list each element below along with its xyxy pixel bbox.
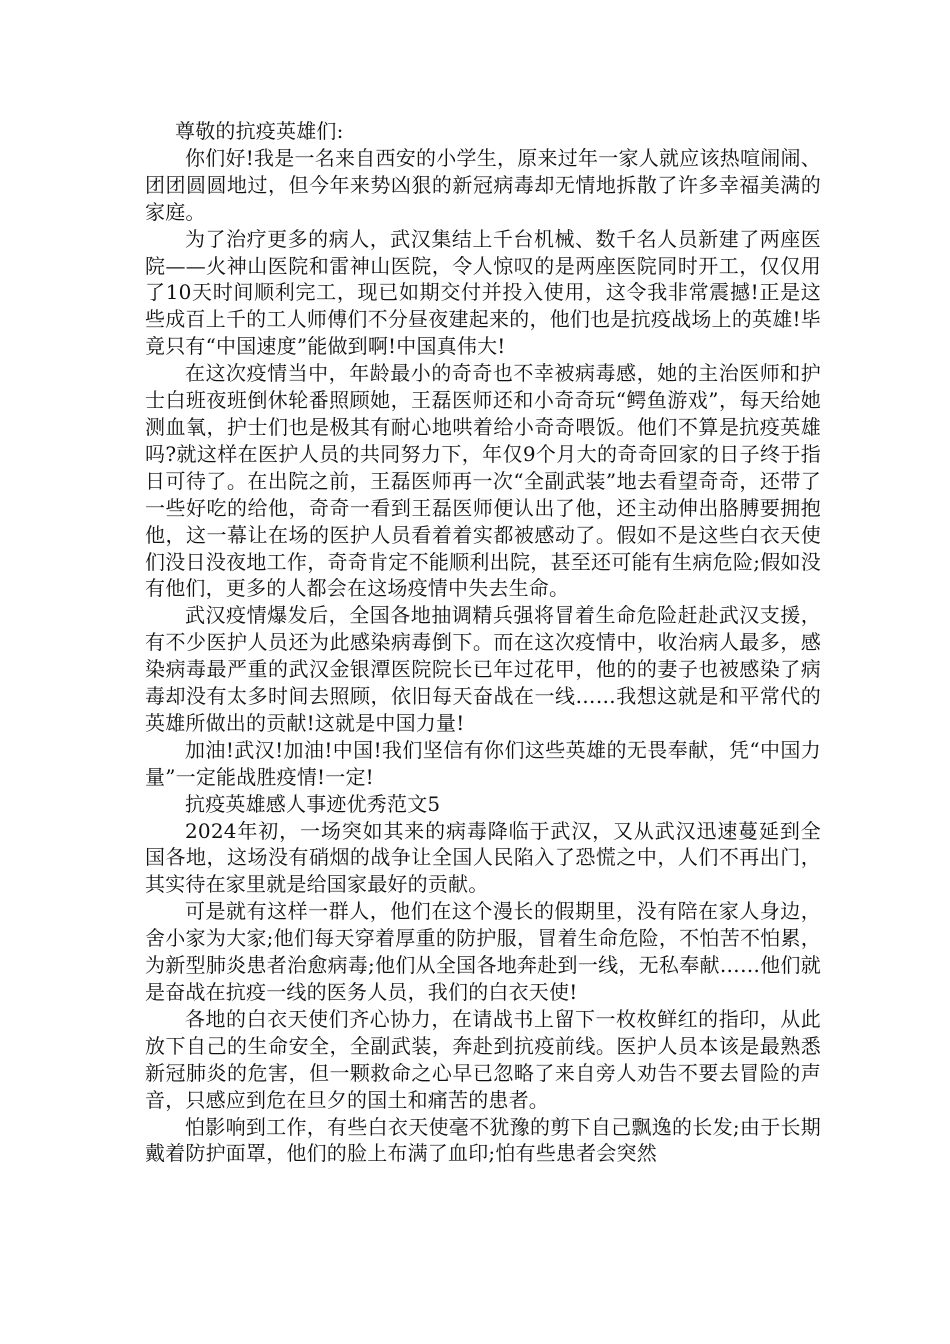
paragraph: 加油!武汉!加油!中国!我们坚信有你们这些英雄的无畏奉献，凭“中国力量”一定能战胜疫情!一定! xyxy=(145,737,821,789)
paragraph: 你们好!我是一名来自西安的小学生，原来过年一家人就应该热喧闹闹、团团圆圆地过，但今年来势凶狠的新冠病毒却无情地拆散了许多幸福美满的家庭。 xyxy=(145,145,821,224)
paragraph: 2024年初，一场突如其来的病毒降临于武汉，又从武汉迅速蔓延到全国各地，这场没有硝烟的战争让全国人民陷入了恐慌之中，人们不再出门，其实待在家里就是给国家最好的贡献。 xyxy=(145,818,821,897)
document-body xyxy=(145,118,821,1167)
section-heading: 抗疫英雄感人事迹优秀范文5 xyxy=(185,791,441,816)
salutation: 尊敬的抗疫英雄们: xyxy=(175,119,344,143)
paragraph: 各地的白衣天使们齐心协力，在请战书上留下一枚枚鲜红的指印，从此放下自己的生命安全，全副武装，奔赴到抗疫前线。医护人员本该是最熟悉新冠肺炎的危害，但一颗救命之心早已忽略了来自旁人劝告不要去冒险的声音，只感应到危在旦夕的国土和痛苦的患者。 xyxy=(145,1006,821,1112)
paragraph: 怕影响到工作，有些白衣天使毫不犹豫的剪下自己飘逸的长发;由于长期戴着防护面罩，他们的脸上布满了血印;怕有些患者会突然 xyxy=(145,1114,821,1166)
paragraph: 为了治疗更多的病人，武汉集结上千台机械、数千名人员新建了两座医院——火神山医院和雷神山医院，令人惊叹的是两座医院同时开工，仅仅用了10天时间顺利完工，现已如期交付并投入使用，这令我非常震撼!正是这些成百上千的工人师傅们不分昼夜建起来的，他们也是抗疫战场上的英雄!毕竟只有“中国速度”能做到啊!中国真伟大! xyxy=(145,226,821,359)
paragraph: 在这次疫情当中，年龄最小的奇奇也不幸被病毒感，她的主治医师和护士白班夜班倒休轮番照顾她，王磊医师还和小奇奇玩“鳄鱼游戏”，每天给她测血氧，护士们也是极其有耐心地哄着给小奇奇喂饭。他们不算是抗疫英雄吗?就这样在医护人员的共同努力下，年仅9个月大的奇奇回家的日子终于指日可待了。在出院之前，王磊医师再一次“全副武装”地去看望奇奇，还带了一些好吃的给他，奇奇一看到王磊医师便认出了他，还主动伸出胳膊要拥抱他，这一幕让在场的医护人员看着着实都被感动了。假如不是这些白衣天使们没日没夜地工作，奇奇肯定不能顺利出院，甚至还可能有生病危险;假如没有他们，更多的人都会在这场疫情中失去生命。 xyxy=(145,361,821,601)
paragraph: 可是就有这样一群人，他们在这个漫长的假期里，没有陪在家人身边，舍小家为大家;他们每天穿着厚重的防护服，冒着生命危险，不怕苦不怕累，为新型肺炎患者治愈病毒;他们从全国各地奔赴到一线，无私奉献……他们就是奋战在抗疫一线的医务人员，我们的白衣天使! xyxy=(145,899,821,1004)
paragraph: 武汉疫情爆发后，全国各地抽调精兵强将冒着生命危险赶赴武汉支援，有不少医护人员还为此感染病毒倒下。而在这次疫情中，收治病人最多，感染病毒最严重的武汉金银潭医院院长已年过花甲，他的的妻子也被感染了病毒却没有太多时间去照顾，依旧每天奋战在一线……我想这就是和平常代的英雄所做出的贡献!这就是中国力量! xyxy=(145,603,821,735)
